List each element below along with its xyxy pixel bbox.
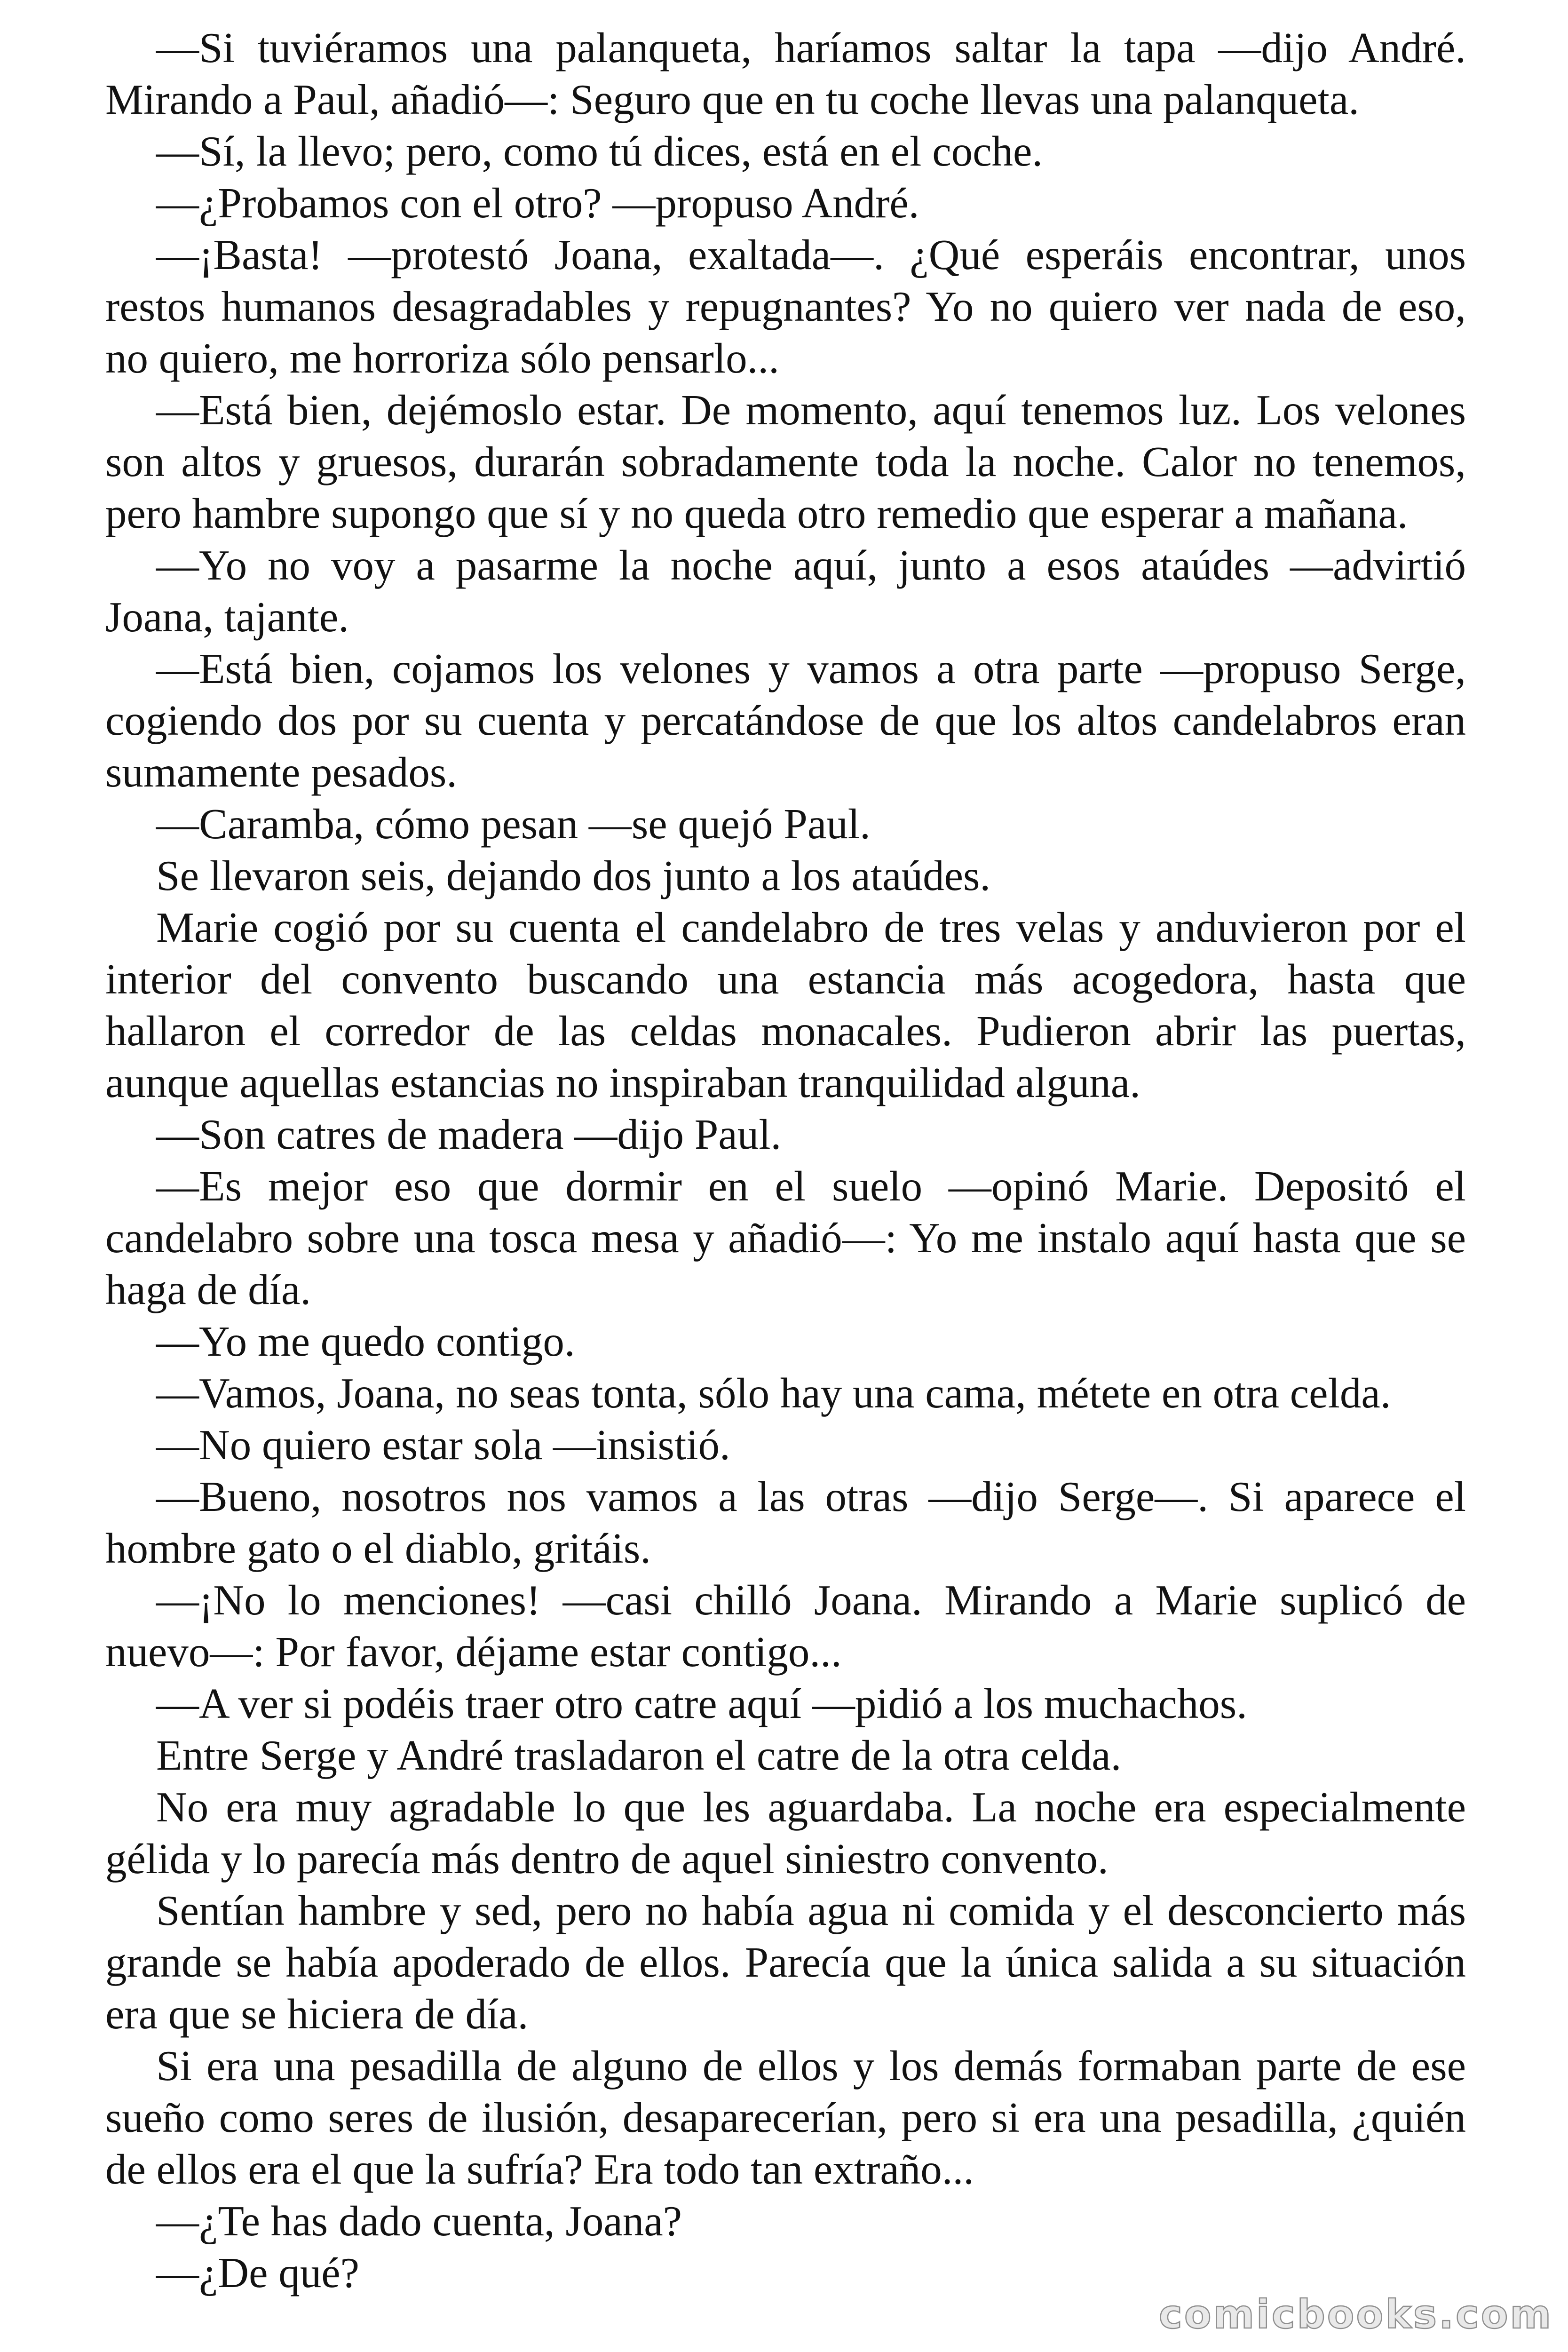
text-line: haga de día.	[105, 1266, 311, 1313]
text-line: Entre Serge y André trasladaron el catre de la otra celda.	[156, 1732, 1122, 1779]
paragraph	[105, 2195, 1466, 2247]
text-line: —¡No lo menciones! —casi chilló Joana. Mirando a Marie suplicó de	[156, 1576, 1466, 1624]
text-line: gélida y lo parecía más dentro de aquel siniestro convento.	[105, 1835, 1109, 1883]
text-line: Si era una pesadilla de alguno de ellos y los demás formaban parte de ese	[156, 2042, 1466, 2090]
paragraph	[105, 643, 1466, 798]
paragraph	[105, 798, 1466, 850]
paragraph	[105, 902, 1466, 1109]
text-line: son altos y gruesos, durarán sobradamente toda la noche. Calor no tenemos,	[105, 438, 1466, 485]
text-line: Mirando a Paul, añadió—: Seguro que en tu coche llevas una palanqueta.	[105, 76, 1359, 123]
text-line: aunque aquellas estancias no inspiraban tranquilidad alguna.	[105, 1059, 1140, 1106]
text-line: —¿Probamos con el otro? —propuso André.	[156, 179, 919, 227]
text-line: —Sí, la llevo; pero, como tú dices, está en el coche.	[156, 127, 1043, 175]
paragraph	[105, 1471, 1466, 1574]
text-line: hombre gato o el diablo, gritáis.	[105, 1525, 651, 1572]
text-line: —¿De qué?	[156, 2249, 360, 2296]
paragraph	[105, 22, 1466, 126]
paragraph	[105, 229, 1466, 384]
text-line: —Está bien, dejémoslo estar. De momento, aquí tenemos luz. Los velones	[156, 386, 1466, 434]
paragraph	[105, 1730, 1466, 1781]
text-line: Se llevaron seis, dejando dos junto a los ataúdes.	[156, 852, 991, 899]
paragraph	[105, 1574, 1466, 1678]
text-line: hallaron el corredor de las celdas monacales. Pudieron abrir las puertas,	[105, 1007, 1466, 1055]
watermark: comicbooks.com	[1159, 2291, 1553, 2337]
paragraph	[105, 1885, 1466, 2040]
text-line: no quiero, me horroriza sólo pensarlo...	[105, 334, 779, 382]
text-line: —Son catres de madera —dijo Paul.	[156, 1111, 782, 1158]
text-line: nuevo—: Por favor, déjame estar contigo...	[105, 1628, 842, 1676]
text-line: pero hambre supongo que sí y no queda otro remedio que esperar a mañana.	[105, 490, 1408, 537]
text-line: —¡Basta! —protestó Joana, exaltada—. ¿Qué esperáis encontrar, unos	[156, 231, 1466, 278]
text-line: —Si tuviéramos una palanqueta, haríamos saltar la tapa —dijo André.	[156, 24, 1466, 72]
paragraph	[105, 1316, 1466, 1367]
text-line: —Yo me quedo contigo.	[156, 1318, 575, 1365]
text-line: Marie cogió por su cuenta el candelabro de tres velas y anduvieron por el	[156, 904, 1466, 951]
text-line: —Está bien, cojamos los velones y vamos a otra parte —propuso Serge,	[156, 645, 1466, 692]
paragraph	[105, 1109, 1466, 1160]
text-line: sueño como seres de ilusión, desaparecerían, pero si era una pesadilla, ¿quién	[105, 2094, 1466, 2141]
text-line: —Vamos, Joana, no seas tonta, sólo hay una cama, métete en otra celda.	[156, 1369, 1391, 1417]
text-line: Joana, tajante.	[105, 593, 349, 641]
text-line: de ellos era el que la sufría? Era todo tan extraño...	[105, 2145, 974, 2193]
text-line: —No quiero estar sola —insistió.	[156, 1421, 730, 1469]
paragraph	[105, 1678, 1466, 1730]
text-line: —¿Te has dado cuenta, Joana?	[156, 2197, 682, 2245]
paragraph	[105, 1160, 1466, 1316]
paragraph	[105, 1781, 1466, 1885]
text-line: —Caramba, cómo pesan —se quejó Paul.	[156, 800, 871, 848]
paragraph	[105, 384, 1466, 540]
text-line: Sentían hambre y sed, pero no había agua ni comida y el desconcierto más	[156, 1887, 1466, 1934]
text-line: interior del convento buscando una estancia más acogedora, hasta que	[105, 955, 1466, 1003]
paragraph	[105, 2040, 1466, 2195]
text-line: No era muy agradable lo que les aguardaba. La noche era especialmente	[156, 1783, 1466, 1831]
paragraph	[105, 1367, 1466, 1419]
text-line: cogiendo dos por su cuenta y percatándose de que los altos candelabros eran	[105, 697, 1466, 744]
text-line: —Yo no voy a pasarme la noche aquí, junto a esos ataúdes —advirtió	[156, 541, 1466, 589]
text-line: sumamente pesados.	[105, 748, 458, 796]
text-line: candelabro sobre una tosca mesa y añadió—: Yo me instalo aquí hasta que se	[105, 1214, 1466, 1262]
paragraph	[105, 1419, 1466, 1471]
body-text	[105, 22, 1466, 2299]
text-line: restos humanos desagradables y repugnantes? Yo no quiero ver nada de eso,	[105, 283, 1466, 330]
text-line: —Bueno, nosotros nos vamos a las otras —dijo Serge—. Si aparece el	[156, 1473, 1466, 1520]
paragraph	[105, 850, 1466, 902]
text-line: —A ver si podéis traer otro catre aquí —pidió a los muchachos.	[156, 1680, 1247, 1727]
text-line: —Es mejor eso que dormir en el suelo —opinó Marie. Depositó el	[156, 1162, 1466, 1210]
paragraph	[105, 177, 1466, 229]
paragraph	[105, 540, 1466, 643]
text-line: era que se hiciera de día.	[105, 1990, 529, 2038]
text-line: grande se había apoderado de ellos. Parecía que la única salida a su situación	[105, 1939, 1466, 1986]
paragraph	[105, 126, 1466, 177]
